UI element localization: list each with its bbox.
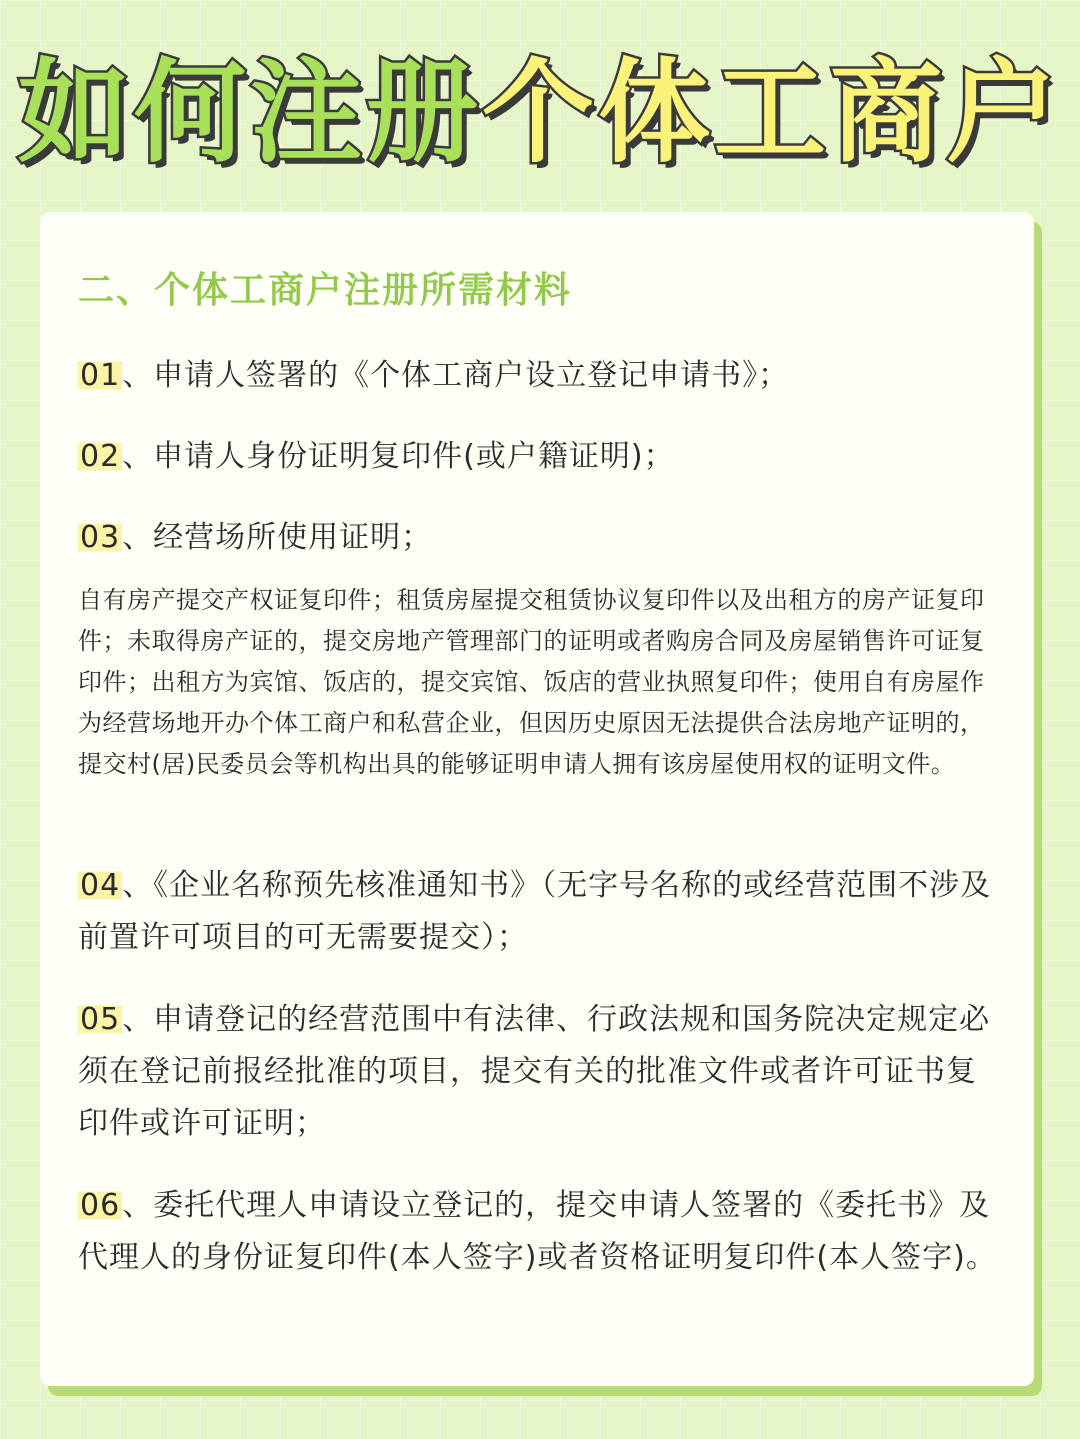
item-text: 、《企业名称预先核准通知书》（无字号名称的或经营范围不涉及前置许可项目的可无需要提交）； (78, 868, 992, 955)
item-text: 、经营场所使用证明； (122, 520, 433, 555)
item-number: 01 (80, 358, 121, 393)
item-number: 02 (80, 439, 121, 474)
list-item-06 (78, 1180, 1003, 1284)
list-item-05 (78, 994, 1003, 1150)
title-part-2: 个体工商户 (482, 48, 1062, 178)
item-text: 、委托代理人申请设立登记的，提交申请人签署的《委托书》及代理人的身份证复印件(本人签字)或者资格证明复印件(本人签字)。 (78, 1188, 997, 1275)
item-number: 06 (80, 1188, 121, 1223)
item-number: 05 (80, 1002, 121, 1037)
item-03-detail: 自有房产提交产权证复印件；租赁房屋提交租赁协议复印件以及出租方的房产证复印件；未取得房产证的，提交房地产管理部门的证明或者购房合同及房屋销售许可证复印件；出租方为宾馆、饭店的，提交宾馆、饭店的营业执照复印件；使用自有房屋作为经营场地开办个体工商户和私营企业，但因历史原因无法提供合法房地产证明的，提交村(居)民委员会等机构出具的能够证明申请人拥有该房屋使用权的证明文件。 (78, 586, 985, 778)
list-item-04 (78, 860, 1003, 964)
item-number: 03 (80, 520, 121, 555)
list-item-03 (78, 512, 1003, 564)
item-text: 、申请人身份证明复印件(或户籍证明)； (122, 439, 675, 474)
page-title (0, 48, 1080, 178)
item-text: 、申请人签署的《个体工商户设立登记申请书》； (122, 358, 790, 393)
section-heading: 二、个体工商户注册所需材料 (78, 270, 573, 311)
title-part-1: 如何注册 (18, 48, 482, 178)
list-item-01 (78, 350, 1003, 402)
item-text: 、申请登记的经营范围中有法律、行政法规和国务院决定规定必须在登记前报经批准的项目，提交有关的批准文件或者许可证书复印件或许可证明； (78, 1002, 991, 1141)
list-item-02 (78, 431, 1003, 483)
item-number: 04 (80, 868, 121, 903)
